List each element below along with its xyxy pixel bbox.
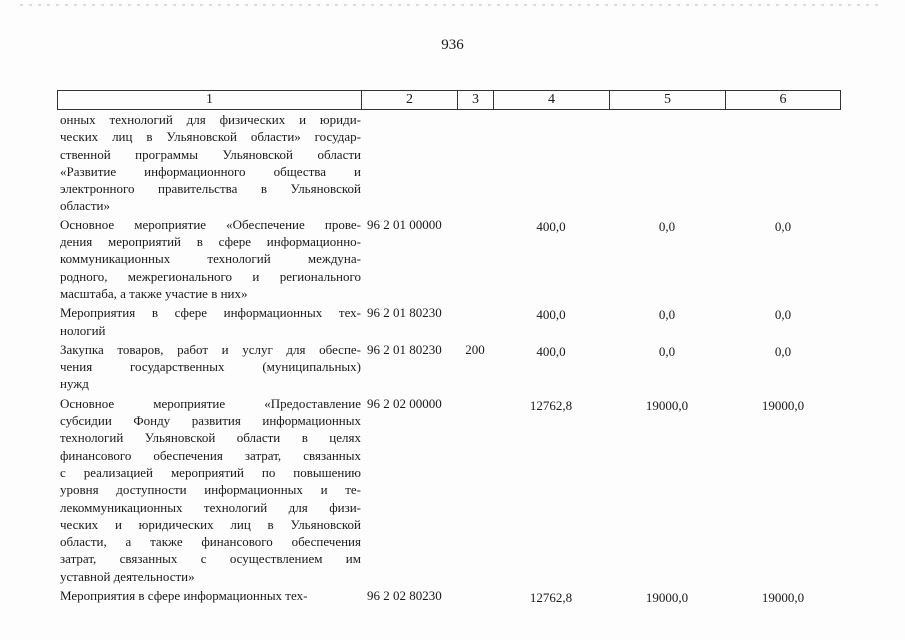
page-number: 936: [441, 37, 464, 53]
description-line: уровня доступности информационных и те-: [60, 482, 361, 498]
description-line: области, а также финансового обеспечения: [60, 534, 361, 550]
header-col-6: 6: [779, 92, 787, 107]
row-type: [457, 216, 493, 302]
header-col-5: 5: [610, 91, 726, 109]
row-value-5: 19000,0: [645, 590, 689, 606]
row-value-4: 12762,8: [529, 397, 573, 413]
description-line: дения мероприятий в сфере информационно-: [60, 234, 361, 250]
row-value-5: 0,0: [658, 218, 676, 234]
row-value-6: 19000,0: [761, 590, 805, 606]
row-value-4: 400,0: [536, 307, 566, 323]
row-type: [457, 587, 493, 606]
description-line: уставной деятельности»: [60, 568, 195, 584]
header-col-2: 2: [362, 91, 458, 109]
description-line: масштаба, а также участие в них»: [60, 285, 248, 301]
row-description: [57, 304, 361, 339]
table-row: [57, 216, 841, 302]
row-code: 96 2 01 80230: [367, 305, 442, 321]
description-line: «Развитие информационного общества и: [60, 163, 361, 179]
description-line: затрат, связанных с осуществлением им: [60, 551, 361, 567]
row-value-5: [609, 111, 725, 215]
row-description: [57, 395, 361, 585]
description-line: Закупка товаров, работ и услуг для обеспе-: [60, 341, 361, 357]
row-code: 96 2 02 00000: [367, 395, 442, 411]
description-line: коммуникационных технологий междуна-: [60, 251, 361, 267]
row-description: [57, 587, 361, 606]
table-row: [57, 304, 841, 339]
description-line: ческих и юридических лиц в Ульяновской: [60, 516, 361, 532]
row-type: [457, 304, 493, 339]
description-line: Основное мероприятие «Обеспечение прове-: [60, 216, 361, 232]
table-row: [57, 587, 841, 606]
header-col-1: 1: [58, 91, 362, 109]
description-line: ственной программы Ульяновской области: [60, 146, 361, 162]
table-header-row: [57, 90, 841, 110]
description-line: родного, межрегионального и регионального: [60, 268, 361, 284]
row-description: [57, 216, 361, 302]
row-value-6: 0,0: [774, 307, 792, 323]
row-code: 96 2 02 80230: [367, 588, 442, 604]
row-value-6: 0,0: [774, 343, 792, 359]
description-line: области»: [60, 198, 110, 214]
header-col-3: 3: [458, 91, 494, 109]
description-line: ческих лиц в Ульяновской области» государ-: [60, 129, 361, 145]
description-line: Мероприятия в сфере информационных тех-: [60, 305, 361, 321]
description-line: субсидии Фонду развития информационных: [60, 413, 361, 429]
row-description: [57, 111, 361, 215]
row-code: 96 2 01 80230: [367, 341, 442, 357]
row-type: 200: [465, 341, 485, 357]
row-value-4: 400,0: [536, 218, 566, 234]
row-value-5: 19000,0: [645, 397, 689, 413]
table-row: [57, 111, 841, 215]
row-value-4: [493, 111, 609, 215]
row-value-6: 19000,0: [761, 397, 805, 413]
row-code: 96 2 01 00000: [367, 216, 442, 232]
description-line: технологий Ульяновской области в целях: [60, 430, 361, 446]
description-line: чения государственных (муниципальных): [60, 359, 361, 375]
table-row: [57, 395, 841, 585]
description-line: с реализацией мероприятий по повышению: [60, 464, 361, 480]
row-value-6: 0,0: [774, 218, 792, 234]
row-value-6: [725, 111, 841, 215]
row-value-4: 400,0: [536, 343, 566, 359]
description-line: лекоммуникационных технологий для физи-: [60, 499, 361, 515]
table-body: [57, 111, 841, 606]
scan-noise-top: [20, 4, 880, 6]
description-line: Мероприятия в сфере информационных тех-: [60, 588, 308, 604]
description-line: нужд: [60, 376, 89, 392]
description-line: онных технологий для физических и юриди-: [60, 112, 361, 127]
row-value-5: 0,0: [658, 307, 676, 323]
header-col-4: 4: [494, 91, 610, 109]
row-type: [457, 395, 493, 585]
row-description: [57, 341, 361, 393]
row-value-4: 12762,8: [529, 590, 573, 606]
description-line: Основное мероприятие «Предоставление: [60, 395, 361, 411]
row-value-5: 0,0: [658, 343, 676, 359]
row-code: [361, 111, 457, 215]
description-line: финансового обеспечения затрат, связанных: [60, 447, 361, 463]
description-line: нологий: [60, 322, 106, 338]
row-type: [457, 111, 493, 215]
table-row: [57, 341, 841, 393]
description-line: электронного правительства в Ульяновской: [60, 181, 361, 197]
